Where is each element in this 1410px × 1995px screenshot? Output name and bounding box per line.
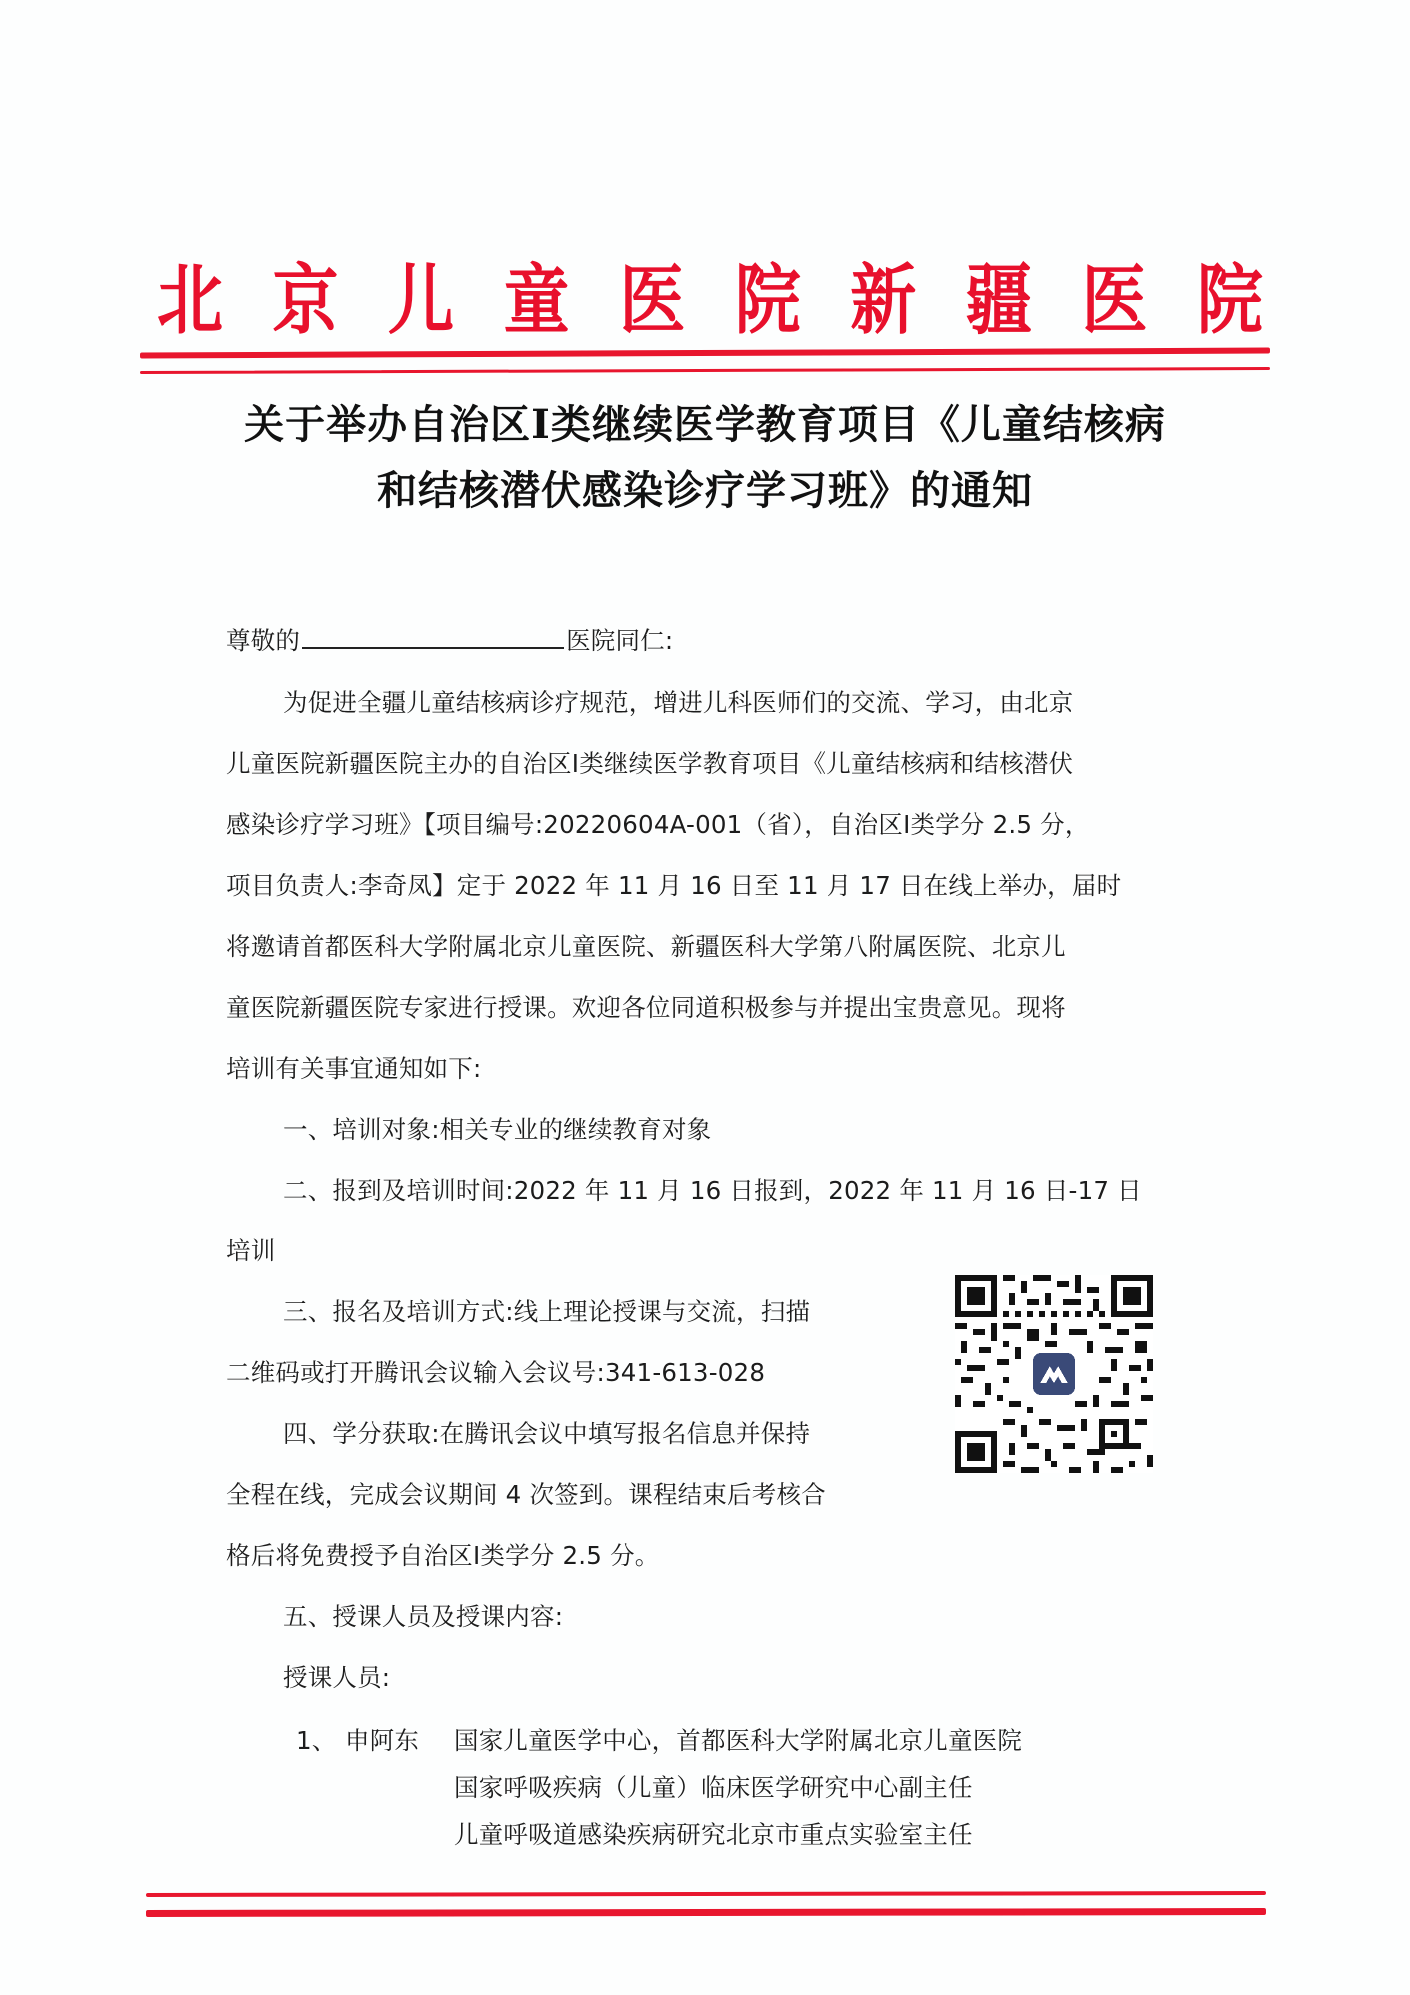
masthead-char: 新: [850, 254, 917, 345]
title-line-1: 关于举办自治区I类继续医学教育项目《儿童结核病: [244, 401, 1166, 448]
intro-line: 培训有关事宜通知如下:: [226, 1054, 482, 1083]
salutation: [226, 622, 673, 657]
intro-line: 将邀请首都医科大学附属北京儿童医院、新疆医科大学第八附属医院、北京儿: [226, 932, 1066, 961]
section-4-credits-cont: 格后将免费授予自治区I类学分 2.5 分。: [226, 1541, 660, 1570]
lecturer-index: 1、: [296, 1726, 337, 1755]
intro-line: 项目负责人:李奇凤】定于 2022 年 11 月 16 日至 11 月 17 日在线上举办，届时: [226, 871, 1122, 900]
masthead-char: 院: [734, 254, 801, 345]
masthead-char: 医: [1081, 254, 1148, 345]
meeting-qr-code[interactable]: [955, 1275, 1153, 1473]
lecturer-title: 国家呼吸疾病（儿童）临床医学研究中心副主任: [454, 1773, 973, 1802]
hospital-name-blank: [302, 625, 564, 649]
intro-line: 儿童医院新疆医院主办的自治区I类继续医学教育项目《儿童结核病和结核潜伏: [226, 749, 1074, 778]
intro-line: 童医院新疆医院专家进行授课。欢迎各位同道积极参与并提出宝贵意见。现将: [226, 993, 1066, 1022]
masthead-char: 北: [157, 254, 223, 345]
section-3-meeting-id: 二维码或打开腾讯会议输入会议号:341-613-028: [226, 1358, 766, 1387]
masthead-char: 院: [1196, 254, 1263, 345]
intro-line: 感染诊疗学习班》【项目编号:20220604A-001（省），自治区I类学分 2.5 分，: [226, 810, 1090, 839]
qr-code-icon: [955, 1275, 1153, 1473]
institution-masthead: [150, 248, 1270, 345]
intro-line: 为促进全疆儿童结核病诊疗规范，增进儿科医师们的交流、学习，由北京: [283, 688, 1074, 717]
masthead-char: 京: [272, 254, 339, 345]
salutation-suffix: 医院同仁:: [566, 626, 674, 655]
title-line-2: 和结核潜伏感染诊疗学习班》的通知: [377, 467, 1033, 514]
document-title: [160, 392, 1250, 524]
section-2-schedule: 二、报到及培训时间:2022 年 11 月 16 日报到，2022 年 11 月 16 日-17 日: [283, 1176, 1142, 1205]
header-rule-thin: [140, 367, 1270, 374]
section-3-registration: 三、报名及培训方式:线上理论授课与交流，扫描: [283, 1297, 811, 1326]
masthead-char: 医: [619, 254, 686, 345]
section-4-credits-cont: 全程在线，完成会议期间 4 次签到。课程结束后考核合: [226, 1480, 826, 1509]
masthead-char: 童: [503, 254, 570, 345]
section-4-credits: 四、学分获取:在腾讯会议中填写报名信息并保持: [283, 1419, 811, 1448]
footer-rule-thin: [146, 1891, 1266, 1897]
section-5-lecturers-content: 五、授课人员及授课内容:: [283, 1602, 564, 1631]
section-1-target-audience: 一、培训对象:相关专业的继续教育对象: [283, 1115, 712, 1144]
lecturer-name: 申阿东: [345, 1726, 420, 1755]
footer-rule-thick: [146, 1908, 1266, 1917]
header-rule-thick: [140, 348, 1270, 359]
lecturer-title: 儿童呼吸道感染疾病研究北京市重点实验室主任: [454, 1820, 973, 1849]
masthead-char: 疆: [965, 254, 1032, 345]
section-2-schedule-cont: 培训: [226, 1236, 276, 1265]
salutation-prefix: 尊敬的: [226, 626, 301, 655]
masthead-char: 儿: [388, 254, 455, 345]
lecturers-heading: 授课人员:: [283, 1663, 391, 1692]
lecturer-title: 国家儿童医学中心，首都医科大学附属北京儿童医院: [454, 1726, 1023, 1755]
